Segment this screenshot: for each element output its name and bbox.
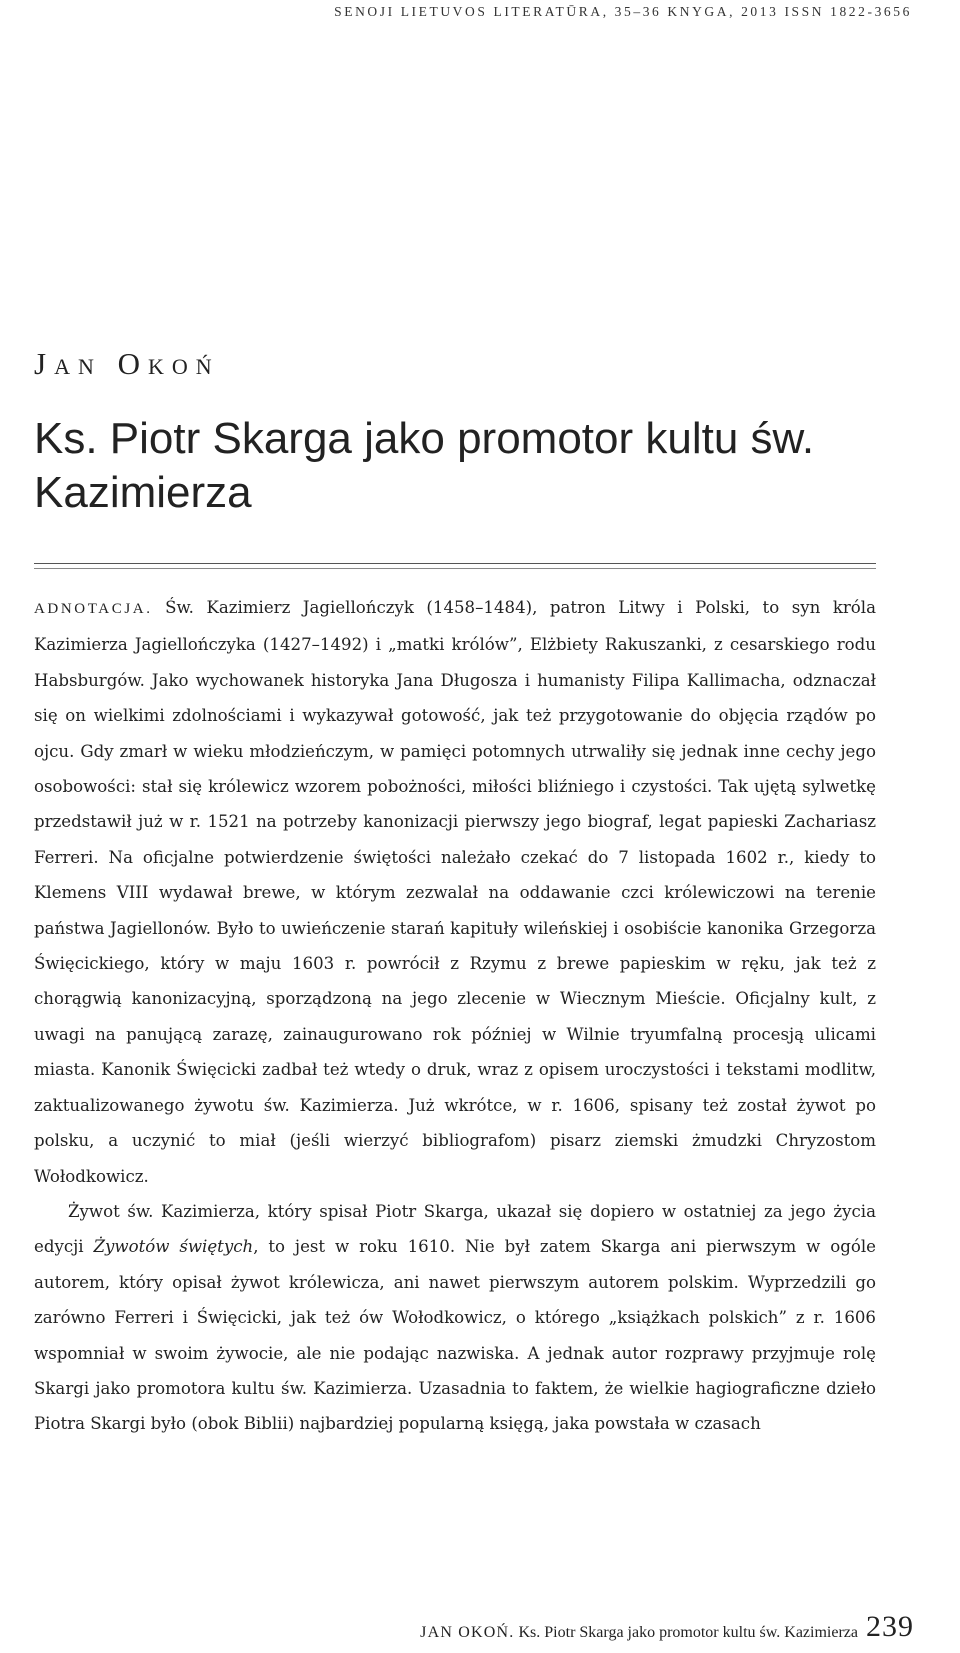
title-rule-thin bbox=[34, 568, 876, 569]
body-paragraph bbox=[34, 1194, 876, 1442]
title-rule-thick bbox=[34, 563, 876, 564]
footer-title: Ks. Piotr Skarga jako promotor kultu św. Kazimierza bbox=[518, 1624, 858, 1641]
abstract-paragraph bbox=[34, 590, 876, 1194]
page-number: 239 bbox=[866, 1610, 914, 1643]
italic-book-title: Żywotów świętych bbox=[93, 1237, 254, 1257]
abstract-text: Św. Kazimierz Jagiellończyk (1458–1484), patron Litwy i Polski, to syn króla Kazimierza Jagiellończyka (1427–1492) i „matki królów”, Elżbiety Rakuszanki, z cesarskiego rodu Habsburgów. Jako wychowanek historyka Jana Długosza i humanisty Filipa Kallimacha, odznaczał się on wielkimi zdolnościami i wykazywał gotowość, jak też przygotowanie do objęcia rządów po ojcu. Gdy zmarł w wieku młodzieńczym, w pamięci potomnych utrwaliły się jednak inne cechy jego osobowości: stał się królewicz wzorem pobożności, miłości bliźniego i czystości. Tak ujętą sylwetkę przedstawił już w r. 1521 na potrzeby kanonizacji pierwszy jego biograf, legat papieski Zachariasz Ferreri. Na oficjalne potwierdzenie świętości należało czekać do 7 listopada 1602 r., kiedy to Klemens VIII wydawał brewe, w którym zezwalał na oddawanie czci królewiczowi na terenie państwa Jagiellonów. Było to uwieńczenie starań kapituły wileńskiej i osobiście kanonika Grzegorza Święcickiego, który w maju 1603 r. powrócił z Rzymu z brewe papieskim w ręku, jak też z chorągwią kanonizacyjną, sporządzoną na jego zlecenie w Wiecznym Mieście. Oficjalny kult, z uwagi na panującą zarazę, zainaugurowano rok później w Wilnie tryumfalną procesją ulicami miasta. Kanonik Święcicki zadbał też wtedy o druk, wraz z opisem uroczystości i tekstami modlitw, zaktualizowanego żywotu św. Kazimierza. Już wkrótce, w r. 1606, spisany też został żywot po polsku, a uczynić to miał (jeśli wierzyć bibliografom) pisarz ziemski żmudzki Chryzostom Wołodkowicz. bbox=[34, 598, 876, 1186]
article-title: Ks. Piotr Skarga jako promotor kultu św. Kazimierza bbox=[34, 414, 815, 517]
abstract-label: ADNOTACJA. bbox=[34, 601, 153, 617]
footer-running-head bbox=[420, 1624, 858, 1642]
paragraph-text-part2: , to jest w roku 1610. Nie był zatem Skarga ani pierwszym w ogóle autorem, który opisał żywot królewicza, ani nawet pierwszym autorem polskim. Wyprzedzili go zarówno Ferreri i Święcicki, jak też ów Wołodkowicz, o którego „książkach polskich” z r. 1606 wspomniał w swoim żywocie, ale nie podając nazwiska. A jednak autor rozprawy przyjmuje rolę Skargi jako promotora kultu św. Kazimierza. Uzasadnia to faktem, że wielkie hagiograficzne dzieło Piotra Skargi było (obok Biblii) najbardziej popularną księgą, jaka powstała w czasach bbox=[34, 1237, 877, 1434]
footer-author: JAN OKOŃ. bbox=[420, 1624, 515, 1641]
running-head: SENOJI LIETUVOS LITERATŪRA, 35–36 KNYGA, 2013 ISSN 1822-3656 bbox=[334, 4, 912, 19]
paragraph-text-part1: Żywot św. Kazimierza, który spisał Piotr Skarga, ukazał się dopiero w ostatniej za jego życia edycji bbox=[34, 1201, 876, 1257]
article-body bbox=[34, 590, 876, 1442]
article-author: Jan Okoń bbox=[34, 346, 220, 381]
